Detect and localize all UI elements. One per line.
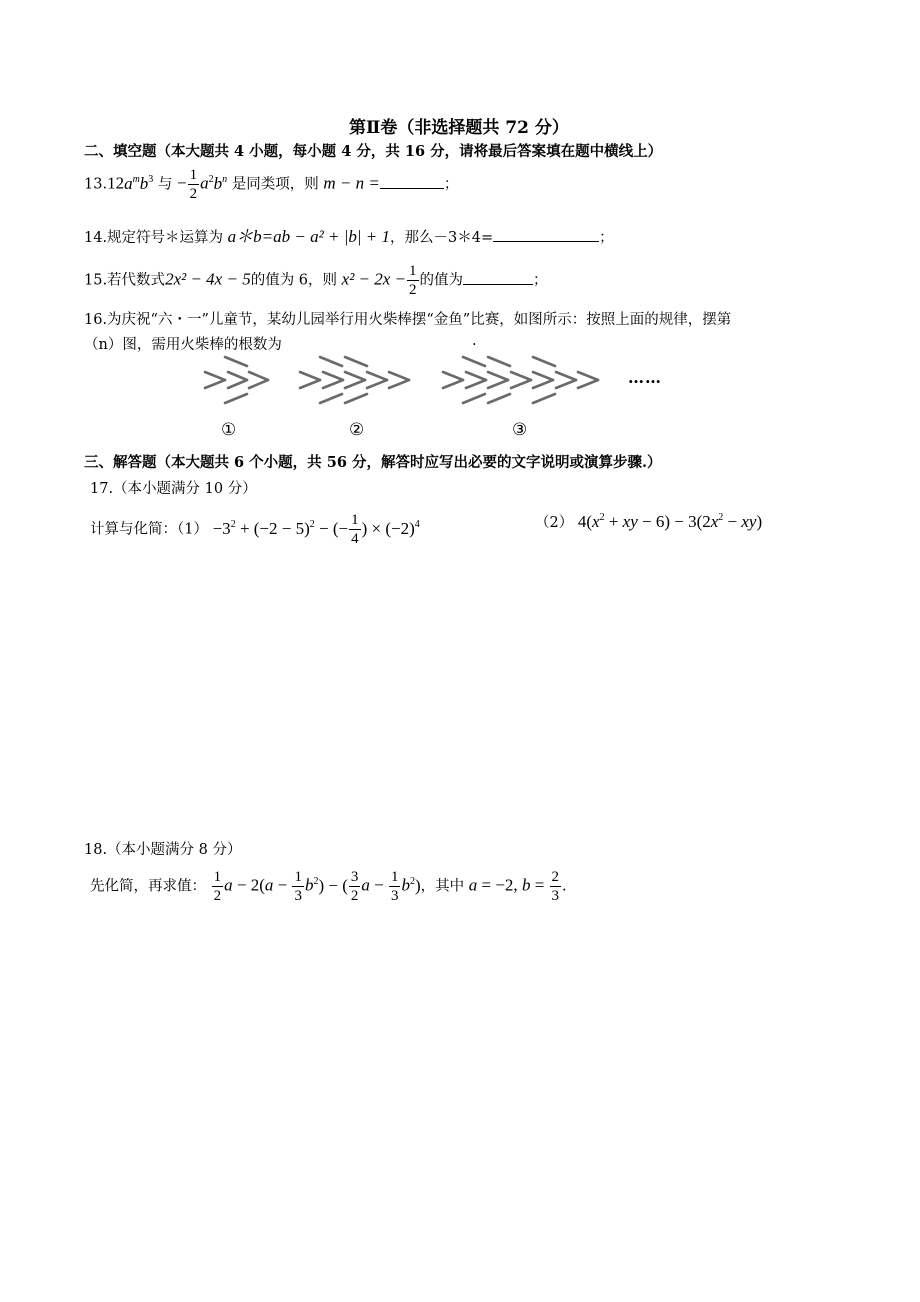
section-title: 第Ⅱ卷（非选择题共 72 分） bbox=[349, 118, 569, 138]
part2-heading: 二、填空题（本大题共 4 小题，每小题 4 分，共 16 分，请将最后答案填在题中横线上） bbox=[84, 143, 663, 160]
figure-label-1: ① bbox=[221, 420, 237, 440]
question-17-title: 17.（本小题满分 10 分） bbox=[90, 481, 257, 497]
figure-label-3: ③ bbox=[512, 420, 528, 440]
part3-heading: 三、解答题（本大题共 6 个小题，共 56 分，解答时应写出必要的文字说明或演算步骤.） bbox=[84, 454, 662, 471]
answer-blank-13[interactable] bbox=[380, 188, 444, 189]
question-16-line2: （n）图，需用火柴棒的根数为 bbox=[84, 337, 282, 353]
question-16-line1: 16.为庆祝“六・一”儿童节，某幼儿园举行用火柴棒摆“金鱼”比赛，如图所示：按照上面的规律，摆第 bbox=[84, 312, 732, 328]
question-17-part2: （2） $4(x^2$ + xy − $6) - 3(2x^2 - xy)$ bbox=[535, 512, 763, 531]
question-17-part1: 计算与化简：$(1) -3^2 + (-2 - 5)^2$ − (− $\frac{1}{4}$ ) × $(-2)^4$ bbox=[90, 512, 420, 547]
matchstick-figure bbox=[195, 350, 665, 412]
matchstick-fish-3 bbox=[443, 357, 598, 403]
question-16-dot: . bbox=[472, 333, 477, 349]
matchstick-fish-1 bbox=[205, 357, 268, 403]
answer-blank-14[interactable] bbox=[493, 241, 599, 242]
question-14: 14.规定符号＊运算为 a＊b=ab − a² + |b| + 1，那么－3＊4= ； bbox=[84, 227, 614, 246]
question-15: 15.若代数式2x² − 4x − 5的值为 6，则 x² − 2x − $\frac{1}{2}$ 的值为 ； bbox=[84, 263, 548, 298]
question-18-body: 先化简，再求值： $\frac{1}{2}$ a − 2(a − $\frac{1}{3}$ $b^2$) − ( $\frac{3}{2}$ a − $\frac{1}{3}$ $b^2$)，其中 a = −2, b = $\frac{2}{3}$ . bbox=[90, 869, 567, 904]
answer-blank-15[interactable] bbox=[463, 284, 533, 285]
figure-label-2: ② bbox=[349, 420, 365, 440]
question-13: $13.12a^mb^3$ 与 − $\frac{1}{2}$ $a^2b^n$ 是同类项，则 m − n = ； bbox=[84, 167, 459, 202]
question-18-title: 18.（本小题满分 8 分） bbox=[84, 842, 242, 858]
figure-ellipsis: …… bbox=[628, 368, 662, 387]
matchstick-fish-2 bbox=[300, 357, 409, 403]
